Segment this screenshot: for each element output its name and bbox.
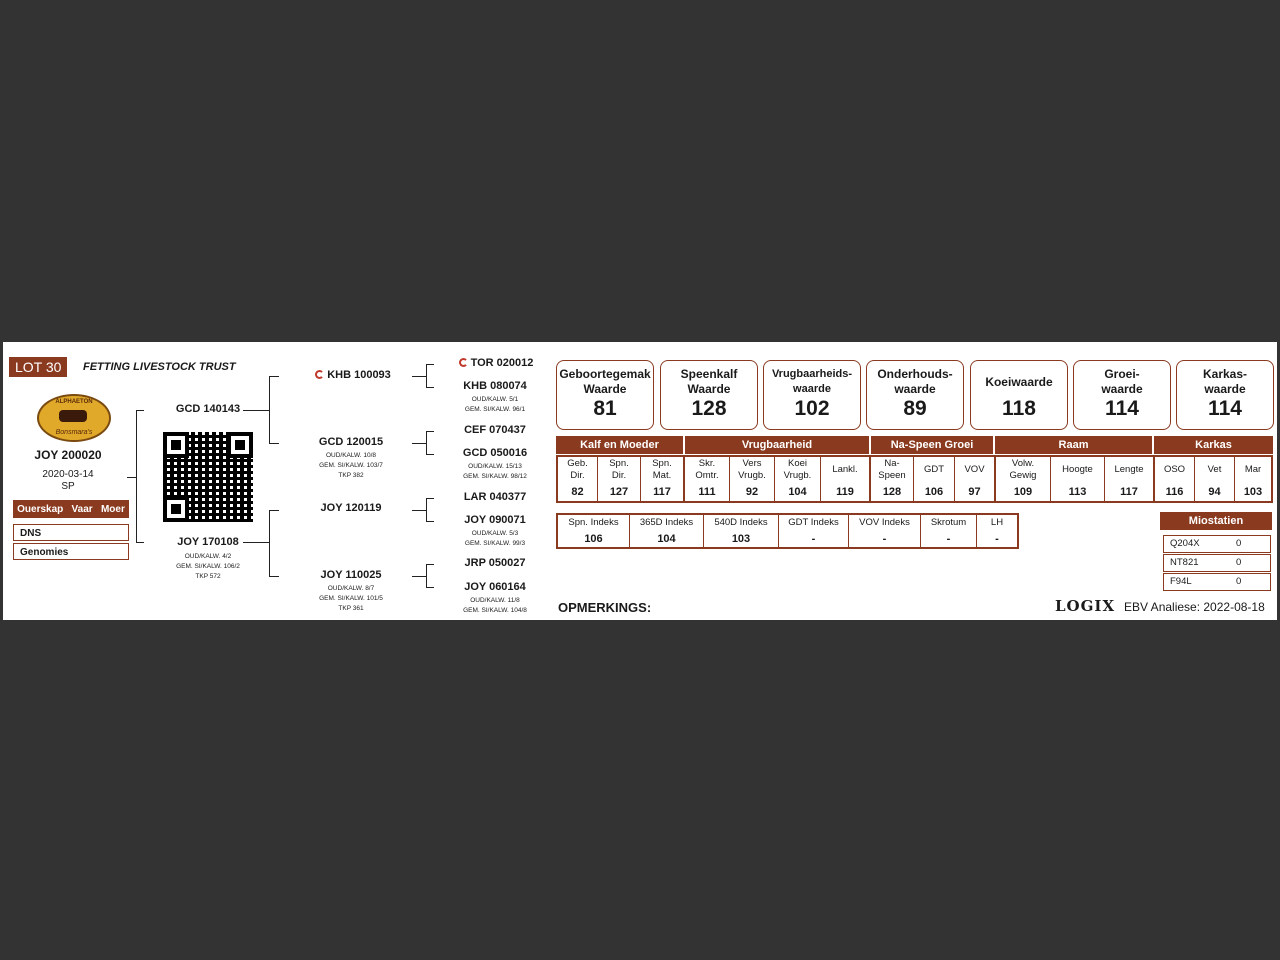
mio-key: Q204X [1170, 538, 1200, 549]
logo-top-text: ALPHAETON [55, 399, 93, 405]
ebv-value: 97 [968, 486, 981, 498]
registered-icon [459, 358, 468, 367]
ebv-value: 103 [1243, 486, 1263, 498]
index-value: 103 [731, 533, 751, 545]
ebv-header: Gewig [1009, 470, 1037, 481]
value-label: waarde [1101, 382, 1143, 396]
ebv-cell [996, 457, 1051, 501]
value-box [970, 360, 1068, 430]
index-header: Skrotum [930, 517, 967, 528]
ebv-header: Dir. [611, 470, 627, 481]
animal-id: JOY 200020 [34, 448, 102, 462]
ebv-cell [1235, 457, 1271, 501]
index-value: 106 [584, 533, 603, 545]
value-number: 114 [1105, 397, 1139, 420]
ebv-value: 119 [836, 486, 854, 498]
ebv-cell [821, 457, 871, 501]
index-cell [558, 515, 630, 547]
ownership-col: Moer [100, 503, 125, 515]
ebv-cell [685, 457, 730, 501]
ebv-cell [871, 457, 914, 501]
value-box [1073, 360, 1171, 430]
value-box [763, 360, 861, 430]
ebv-header: Mar [1244, 464, 1262, 475]
index-value: - [995, 533, 999, 545]
ebv-value: 92 [745, 486, 759, 498]
sire-name: GCD 140143 [175, 403, 241, 415]
sdd-detail: OUD/KALW. 15/13 [468, 463, 522, 470]
ddd-name: JOY 060164 [464, 581, 526, 593]
dam-detail: TKP 572 [195, 573, 221, 580]
value-label: Geboortegemak [559, 367, 651, 381]
lot-number: LOT 30 [9, 357, 67, 377]
value-number: 118 [1002, 397, 1036, 420]
index-cell [704, 515, 779, 547]
value-label: Koeiwaarde [985, 375, 1053, 389]
ebv-cell [730, 457, 775, 501]
miostatien-header: Miostatien [1160, 512, 1272, 530]
ssd-name: KHB 080074 [463, 380, 527, 392]
sds-name: CEF 070437 [464, 424, 526, 436]
mio-value: 0 [1236, 538, 1242, 549]
index-value: - [882, 533, 887, 545]
ssd-detail: GEM. SI/KALW. 96/1 [464, 406, 526, 413]
ebv-header: Na- [884, 458, 900, 469]
sdd-detail: GEM. SI/KALW. 98/12 [463, 473, 527, 480]
dam-dam-detail: OUD/KALW. 8/7 [327, 585, 375, 592]
index-cell [921, 515, 977, 547]
ownership-row: DNS [13, 524, 129, 541]
category-header: Raam [995, 436, 1152, 454]
ownership-header [13, 500, 129, 518]
ebv-header: Koei [787, 458, 807, 469]
ebv-header: GDT [923, 464, 945, 475]
index-value: - [946, 533, 951, 545]
ebv-header: Skr. [698, 458, 716, 469]
dsd-detail: GEM. SI/KALW. 99/3 [464, 540, 526, 547]
ddd-detail: OUD/KALW. 11/8 [470, 597, 520, 604]
ebv-cell [1105, 457, 1155, 501]
value-label: Speenkalf [680, 367, 738, 381]
ebv-header: Mat. [652, 470, 672, 481]
sss-label: TOR 020012 [470, 357, 534, 369]
index-cell [977, 515, 1017, 547]
dam-dam-detail: GEM. SI/KALW. 101/5 [319, 595, 383, 602]
ebv-header: Hoogte [1062, 464, 1093, 475]
miostatien-row [1163, 535, 1271, 553]
value-label: Onderhouds- [877, 367, 953, 381]
ebv-header: Volw. [1011, 458, 1035, 469]
dam-dam-name: JOY 110025 [320, 569, 382, 581]
ebv-table [556, 455, 1273, 503]
qr-code[interactable] [163, 432, 253, 522]
ebv-value: 127 [609, 486, 629, 498]
dam-detail: OUD/KALW. 4/2 [184, 553, 232, 560]
analysis-date: EBV Analiese: 2022-08-18 [1124, 600, 1265, 614]
ebv-header: Lengte [1114, 464, 1144, 475]
dam-name: JOY 170108 [177, 536, 239, 548]
dam-dam-detail: TKP 361 [338, 605, 364, 612]
value-box [556, 360, 654, 430]
index-cell [630, 515, 704, 547]
ebv-value: 113 [1068, 486, 1087, 498]
ebv-value: 117 [1120, 486, 1138, 498]
value-box [1176, 360, 1274, 430]
ebv-value: 94 [1208, 486, 1221, 498]
category-header: Kalf en Moeder [556, 436, 683, 454]
value-label: waarde [793, 383, 831, 395]
index-header: LH [990, 517, 1004, 528]
mio-key: NT821 [1170, 557, 1199, 568]
mio-value: 0 [1236, 557, 1242, 568]
sire-sire-name [303, 369, 403, 381]
ebv-value: 82 [571, 486, 584, 498]
ebv-cell [1051, 457, 1105, 501]
ebv-header: Lankl. [832, 464, 858, 475]
ebv-cell [914, 457, 955, 501]
sire-dam-detail: OUD/KALW. 10/8 [325, 452, 377, 459]
value-label: Karkas- [1202, 367, 1248, 381]
value-box [866, 360, 964, 430]
value-number: 102 [794, 397, 830, 420]
index-cell [779, 515, 849, 547]
ebv-header: Geb. [567, 458, 588, 469]
value-label: Waarde [687, 382, 731, 396]
value-number: 128 [691, 397, 727, 420]
ebv-cell [641, 457, 685, 501]
category-header: Na-Speen Groei [871, 436, 993, 454]
ebv-cell [1155, 457, 1195, 501]
mio-value: 0 [1236, 576, 1242, 587]
ebv-header: Vers [742, 458, 762, 469]
ebv-value: 116 [1165, 486, 1184, 498]
ebv-header: Spn. [609, 458, 629, 469]
index-header: 540D Indeks [714, 517, 768, 528]
index-value: 104 [657, 533, 676, 545]
sale-lot-card [3, 342, 1277, 620]
animal-code: SP [61, 481, 75, 492]
dsd-detail: OUD/KALW. 5/3 [471, 530, 519, 537]
ebv-header: Spn. [652, 458, 672, 469]
ownership-col: Vaar [71, 503, 93, 515]
dam-detail: GEM. SI/KALW. 106/2 [176, 563, 240, 570]
ebv-header: OSO [1163, 464, 1186, 475]
index-cell [849, 515, 921, 547]
value-label: Waarde [583, 382, 627, 396]
sire-sire-label: KHB 100093 [327, 369, 391, 381]
index-header: VOV Indeks [859, 517, 910, 528]
index-header: 365D Indeks [639, 517, 694, 528]
owner-name: FETTING LIVESTOCK TRUST [83, 361, 236, 373]
ebv-value: 111 [698, 486, 716, 498]
ebv-header: Vet [1207, 464, 1222, 475]
birth-date: 2020-03-14 [42, 469, 94, 480]
ebv-value: 128 [882, 486, 902, 498]
miostatien-row [1163, 573, 1271, 591]
value-label: Groei- [1104, 367, 1140, 381]
sire-dam-name: GCD 120015 [318, 436, 384, 448]
index-table [556, 513, 1019, 549]
ebv-cell [1195, 457, 1235, 501]
index-header: GDT Indeks [788, 517, 839, 528]
index-header: Spn. Indeks [568, 517, 619, 528]
ebv-value: 106 [924, 486, 944, 498]
dss-name: LAR 040377 [463, 491, 527, 503]
ebv-header: Dir. [570, 470, 585, 481]
remarks-label: OPMERKINGS: [558, 600, 652, 615]
ebv-header: VOV [964, 464, 985, 475]
value-number: 114 [1208, 397, 1242, 420]
ebv-cell [775, 457, 821, 501]
cow-icon [59, 410, 87, 422]
mio-key: F94L [1170, 576, 1192, 587]
value-number: 89 [903, 397, 927, 420]
value-label: waarde [894, 382, 936, 396]
sire-dam-detail: TKP 382 [338, 472, 364, 479]
ddd-detail: GEM. SI/KALW. 104/8 [463, 607, 527, 614]
breeder-logo [37, 394, 111, 442]
ebv-value: 117 [653, 486, 671, 498]
value-label: Vrugbaarheids- [771, 368, 853, 380]
ebv-cell [558, 457, 598, 501]
ownership-col: Ouerskap [17, 503, 64, 515]
value-number: 81 [593, 397, 617, 420]
sire-dam-detail: GEM. SI/KALW. 103/7 [319, 462, 383, 469]
logo-bottom-text: Bonsmara's [55, 429, 93, 436]
dam-sire-name: JOY 120119 [320, 502, 382, 514]
ebv-header: Vrugb. [783, 470, 812, 481]
ebv-cell [598, 457, 641, 501]
ssd-detail: OUD/KALW. 5/1 [471, 396, 519, 403]
ebv-value: 109 [1013, 486, 1033, 498]
ownership-row: Genomies [13, 543, 129, 560]
ebv-cell [955, 457, 996, 501]
sss-name [451, 357, 541, 369]
value-label: waarde [1204, 382, 1246, 396]
category-header: Vrugbaarheid [685, 436, 869, 454]
index-value: - [811, 533, 816, 545]
sdd-name: GCD 050016 [462, 447, 528, 459]
registered-icon [315, 370, 324, 379]
category-header: Karkas [1154, 436, 1273, 454]
ebv-header: Omtr. [695, 470, 719, 481]
dds-name: JRP 050027 [464, 557, 526, 569]
ebv-value: 104 [788, 486, 807, 498]
dsd-name: JOY 090071 [464, 514, 526, 526]
miostatien-row [1163, 554, 1271, 572]
value-box [660, 360, 758, 430]
ebv-header: Speen [878, 470, 906, 481]
logix-logo: LOGIX [1055, 597, 1116, 615]
ebv-header: Vrugb. [738, 470, 766, 481]
